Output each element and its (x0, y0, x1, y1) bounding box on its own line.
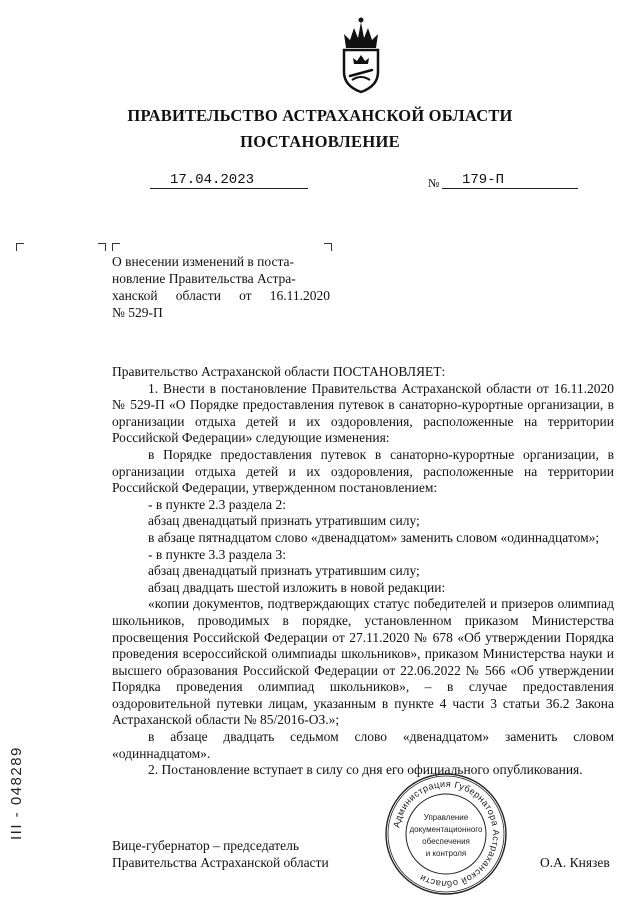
coat-of-arms-icon (338, 14, 384, 94)
document-body (112, 364, 614, 779)
number-sign: № (428, 176, 440, 190)
document-subject (112, 253, 330, 321)
stamp-center-text: обеспечения (422, 837, 470, 846)
subject-line: ханской области от 16.11.2020 (112, 288, 330, 303)
corner-mark (16, 243, 24, 251)
government-title: ПРАВИТЕЛЬСТВО АСТРАХАНСКОЙ ОБЛАСТИ (127, 106, 513, 125)
subject-line: О внесении изменений в поста- (112, 254, 295, 269)
signer-title-line2: Правительства Астраханской области (112, 855, 329, 870)
body-paragraph: абзац двадцать шестой изложить в новой редакции: (148, 579, 446, 595)
subject-line: № 529-П (112, 305, 163, 320)
body-paragraph: «копии документов, подтверждающих статус победителей и призеров олимпиад школьников, проводимых в порядке, установленном приказом Министерства просвещения Российской Федерации от 27.11.2020 № 678 «Об утверждении Порядка проведения всероссийской олимпиады школьников», приказом Министерства науки и высшего образования Российской Федерации от 22.06.2022 № 566 «Об утверждении Порядка проведения олимпиад школьников», – в случае предоставления оздоровительной путевки лицам, указанным в пункте 4 части 3 статьи 36.2 Закона Астраханской области № 85/2016-ОЗ.»; (112, 596, 614, 728)
body-paragraph: абзац двенадцатый признать утратившим силу; (148, 563, 420, 579)
corner-mark (112, 243, 120, 251)
body-paragraph: - в пункте 3.3 раздела 3: (148, 546, 287, 562)
signer-title-line1: Вице-губернатор – председатель (112, 838, 299, 853)
stamp-center-text: документационного (409, 825, 483, 834)
signer-name: О.А. Князев (540, 855, 610, 870)
stamp-center-text: и контроля (425, 849, 467, 858)
subject-line: новление Правительства Астра- (112, 271, 296, 286)
body-paragraph: в абзаце двадцать седьмом слово «двенадцатом» заменить словом «одиннадцатом». (112, 729, 614, 761)
body-paragraph: Правительство Астраханской области ПОСТАНОВЛЯЕТ: (112, 364, 446, 379)
document-date: 17.04.2023 (170, 172, 255, 188)
body-paragraph: - в пункте 2.3 раздела 2: (148, 496, 287, 512)
svg-text:Администрация Губернатора Астр (391, 779, 501, 889)
corner-mark (98, 243, 106, 251)
official-stamp (384, 772, 508, 896)
stamp-center-text: Управление (423, 813, 469, 822)
body-paragraph: в абзаце пятнадцатом слово «двенадцатом» заменить словом «одиннадцатом»; (148, 529, 600, 545)
document-number: 179-П (462, 172, 505, 188)
body-paragraph: 2. Постановление вступает в силу со дня его официального опубликования. (148, 762, 583, 778)
document-type: ПОСТАНОВЛЕНИЕ (240, 132, 400, 151)
stamp-ring-text: Администрация Губернатора Астраханской области (391, 778, 502, 890)
body-paragraph: абзац двенадцатый признать утратившим силу; (148, 513, 420, 529)
date-underline (150, 188, 308, 189)
corner-mark (324, 243, 332, 251)
blank-serial-number: III - 048289 (8, 746, 25, 840)
number-underline (442, 188, 578, 189)
body-paragraph: 1. Внести в постановление Правительства Астраханской области от 16.11.2020 № 529-П «О Порядке предоставления путевок в санаторно-курортные организации, в организации отдыха детей и их оздоровления, расположенные на территории Российской Федерации» следующие изменения: (112, 380, 614, 446)
body-paragraph: в Порядке предоставления путевок в санаторно-курортные организации, в организации отдыха детей и их оздоровления, расположенные на территории Российской Федерации, утвержденном постановлением: (112, 446, 614, 496)
